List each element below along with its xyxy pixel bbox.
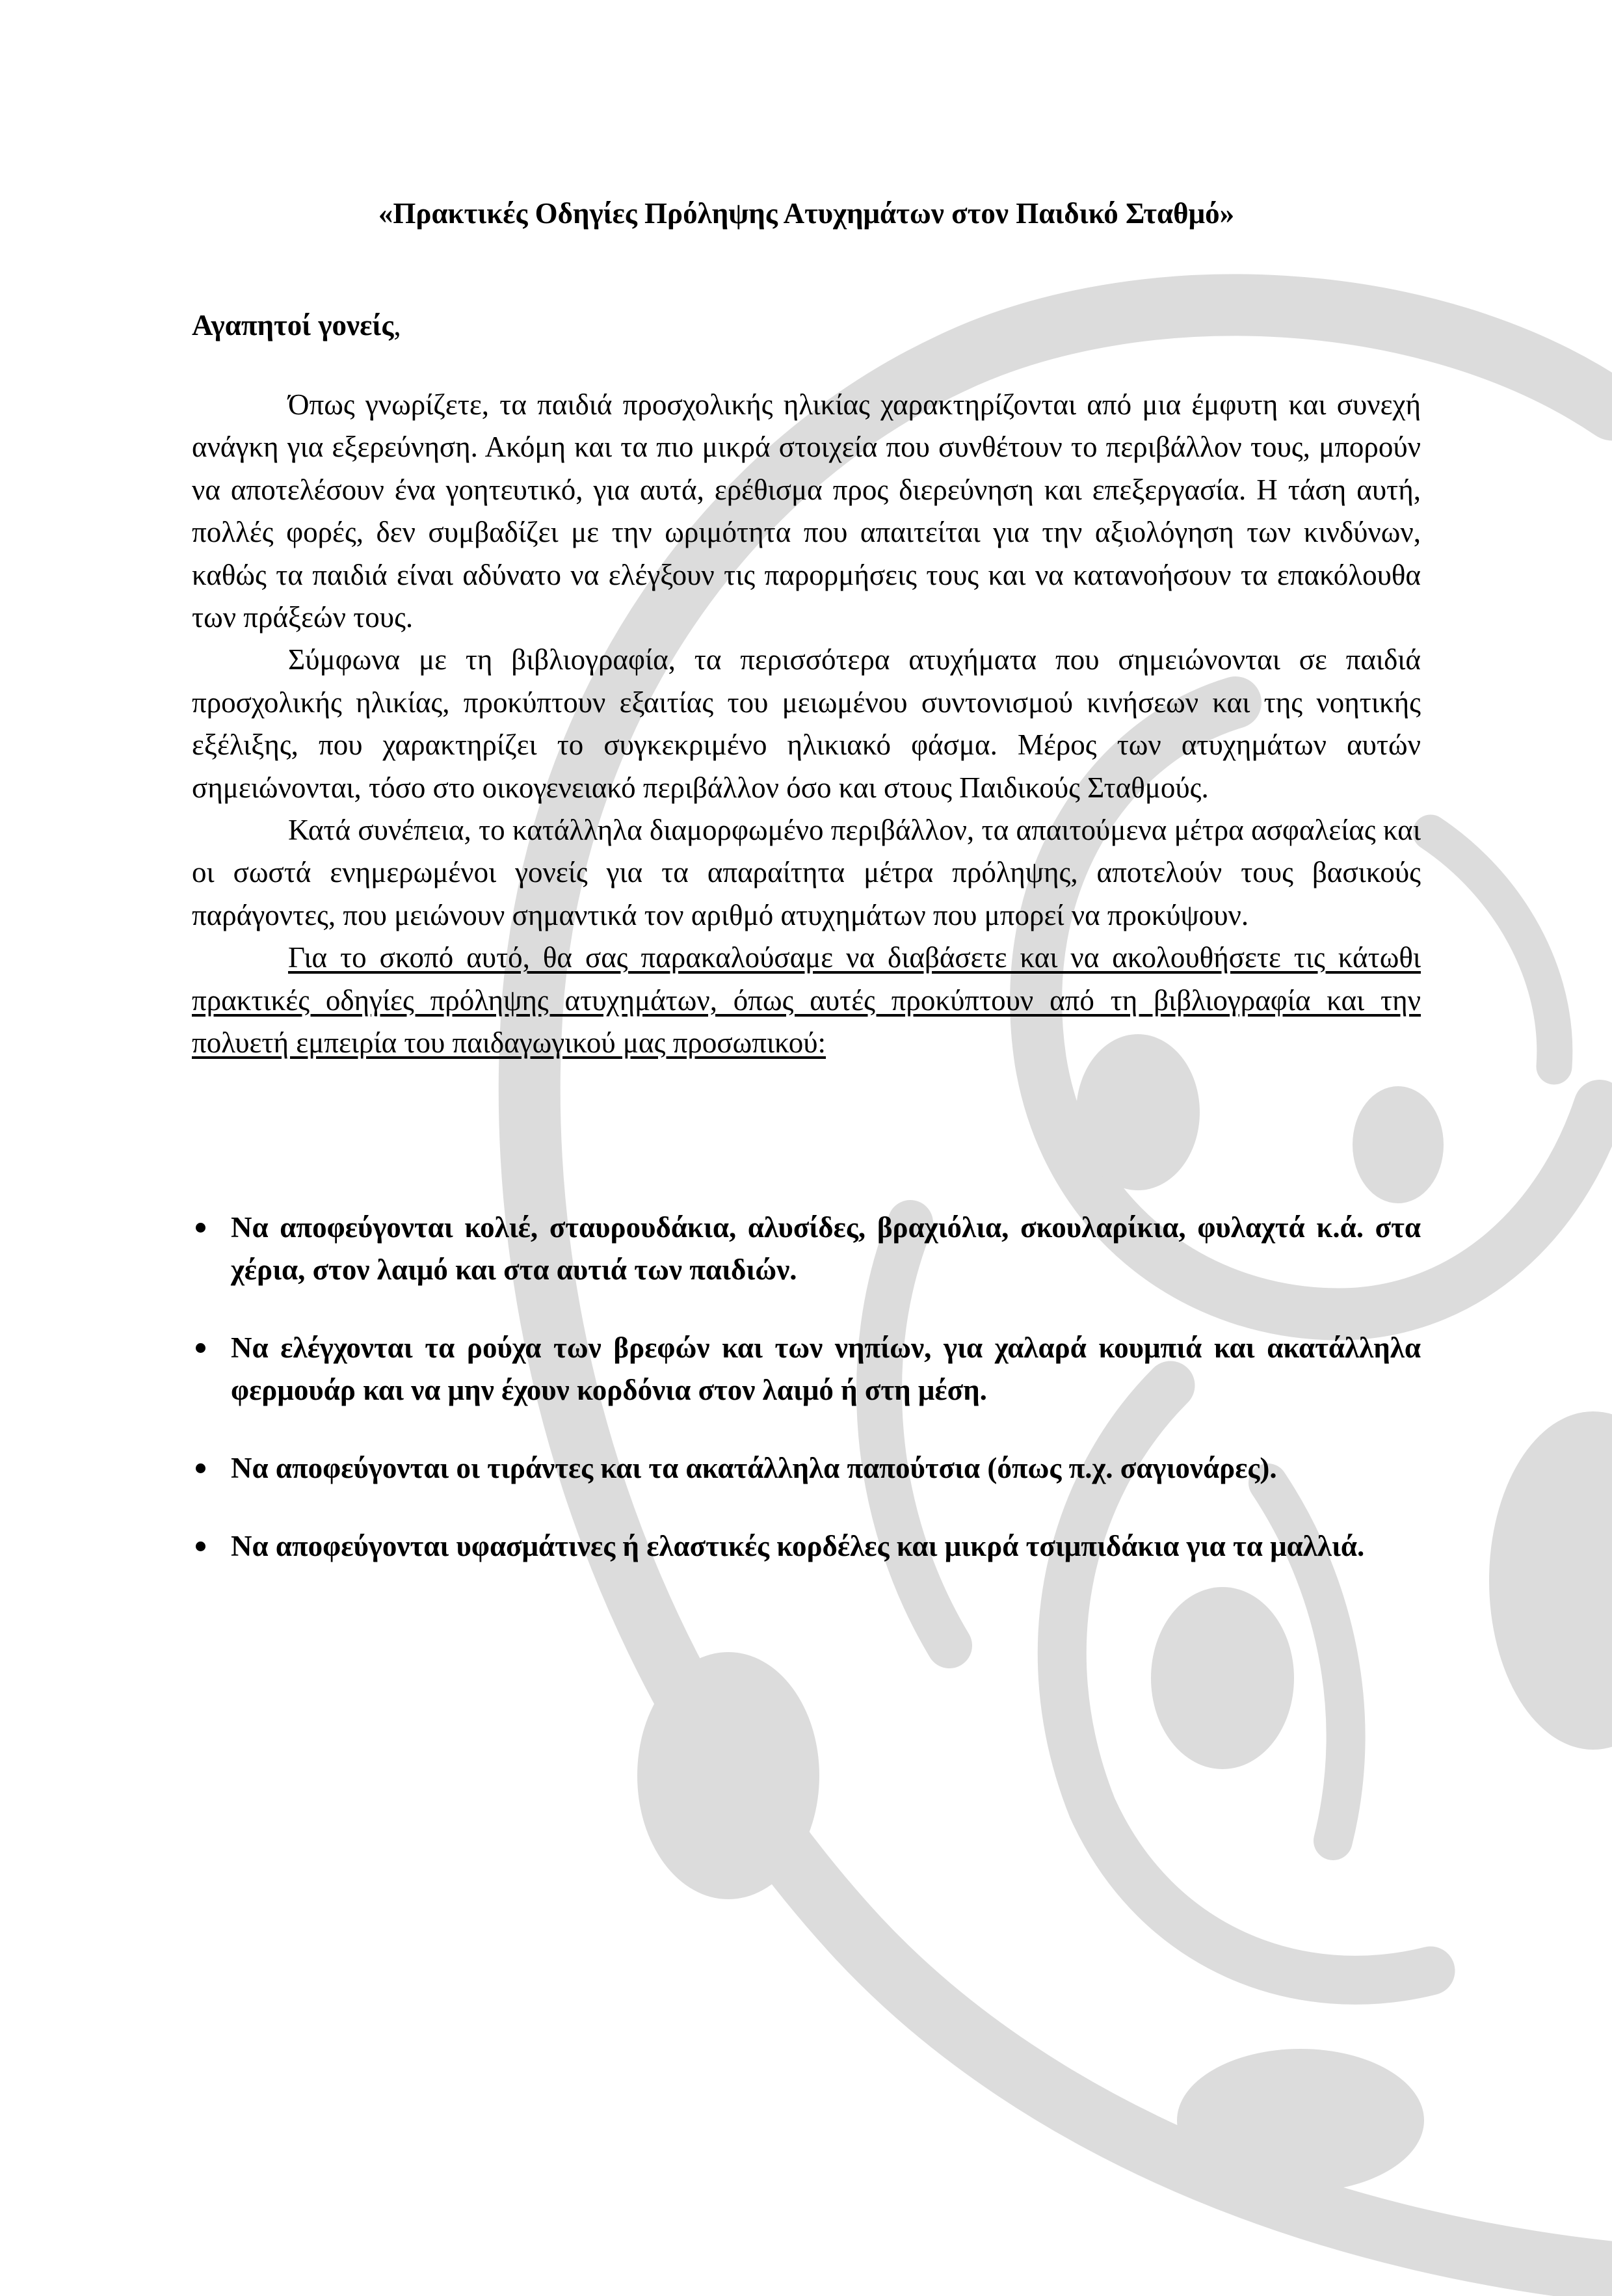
list-item-text: Να ελέγχονται τα ρούχα των βρεφών και των νηπίων, για χαλαρά κουμπιά και ακατάλληλα φερμουάρ και να μην έχουν κορδόνια στον λαιμό ή στη μέση. bbox=[231, 1331, 1421, 1406]
paragraph-1: Όπως γνωρίζετε, τα παιδιά προσχολικής ηλικίας χαρακτηρίζονται από μια έμφυτη και συνεχή ανάγκη για εξερεύνηση. Ακόμη και τα πιο μικρά στοιχεία που συνθέτουν το περιβάλλον τους, μπορούν να αποτελέσουν ένα γοητευτικό, για αυτά, ερέθισμα προς διερεύνηση και επεξεργασία. Η τάση αυτή, πολλές φορές, δεν συμβαδίζει με την ωριμότητα που απαιτείται για την αξιολόγηση των κινδύνων, καθώς τα παιδιά είναι αδύνατο να ελέγξουν τις παρορμήσεις τους και να κατανοήσουν τα επακόλουθα των πράξεών τους. bbox=[192, 388, 1421, 634]
paragraph-4-underlined: Για το σκοπό αυτό, θα σας παρακαλούσαμε να διαβάσετε και να ακολουθήσετε τις κάτωθι πρακτικές οδηγίες πρόληψης ατυχημάτων, όπως αυτές προκύπτουν από τη βιβλιογραφία και την πολυετή εμπειρία του παιδαγωγικού μας προσωπικού: bbox=[192, 941, 1421, 1060]
paragraph-2: Σύμφωνα με τη βιβλιογραφία, τα περισσότερα ατυχήματα που σημειώνονται σε παιδιά προσχολικής ηλικίας, προκύπτουν εξαιτίας του μειωμένου συντονισμού κινήσεων και της νοητικής εξέλιξης, που χαρακτηρίζει το συγκεκριμένο ηλικιακό φάσμα. Μέρος των ατυχημάτων αυτών σημειώνονται, τόσο στο οικογενειακό περιβάλλον όσο και στους Παιδικούς Σταθμούς. bbox=[192, 643, 1421, 804]
list-item bbox=[192, 1447, 1421, 1489]
paragraph-3: Κατά συνέπεια, το κατάλληλα διαμορφωμένο περιβάλλον, τα απαιτούμενα μέτρα ασφαλείας και οι σωστά ενημερωμένοι γονείς για τα απαραίτητα μέτρα πρόληψης, αποτελούν τους βασικούς παράγοντες, που μειώνουν σημαντικά τον αριθμό ατυχημάτων που μπορεί να προκύψουν. bbox=[192, 814, 1421, 931]
list-item-text: Να αποφεύγονται οι τιράντες και τα ακατάλληλα παπούτσια (όπως π.χ. σαγιονάρες). bbox=[231, 1452, 1277, 1484]
list-item-text: Να αποφεύγονται υφασμάτινες ή ελαστικές κορδέλες και μικρά τσιμπιδάκια για τα μαλλιά. bbox=[231, 1530, 1365, 1562]
greeting-punctuation: , bbox=[393, 309, 401, 341]
list-item-text: Να αποφεύγονται κολιέ, σταυρουδάκια, αλυσίδες, βραχιόλια, σκουλαρίκια, φυλαχτά κ.ά. στα χέρια, στον λαιμό και στα αυτιά των παιδιών. bbox=[231, 1211, 1421, 1286]
greeting bbox=[192, 304, 401, 347]
list-item bbox=[192, 1327, 1421, 1411]
bullet-dot-icon bbox=[196, 1343, 205, 1353]
bullet-dot-icon bbox=[196, 1542, 205, 1551]
document-title: «Πρακτικές Οδηγίες Πρόληψης Ατυχημάτων στον Παιδικό Σταθμό» bbox=[378, 197, 1235, 230]
greeting-text: Αγαπητοί γονείς bbox=[192, 309, 394, 341]
bullet-list bbox=[192, 1207, 1421, 1603]
bullet-dot-icon bbox=[196, 1223, 205, 1233]
body-text bbox=[192, 384, 1421, 1065]
list-item bbox=[192, 1525, 1421, 1568]
bullet-dot-icon bbox=[196, 1463, 205, 1473]
list-item bbox=[192, 1207, 1421, 1291]
